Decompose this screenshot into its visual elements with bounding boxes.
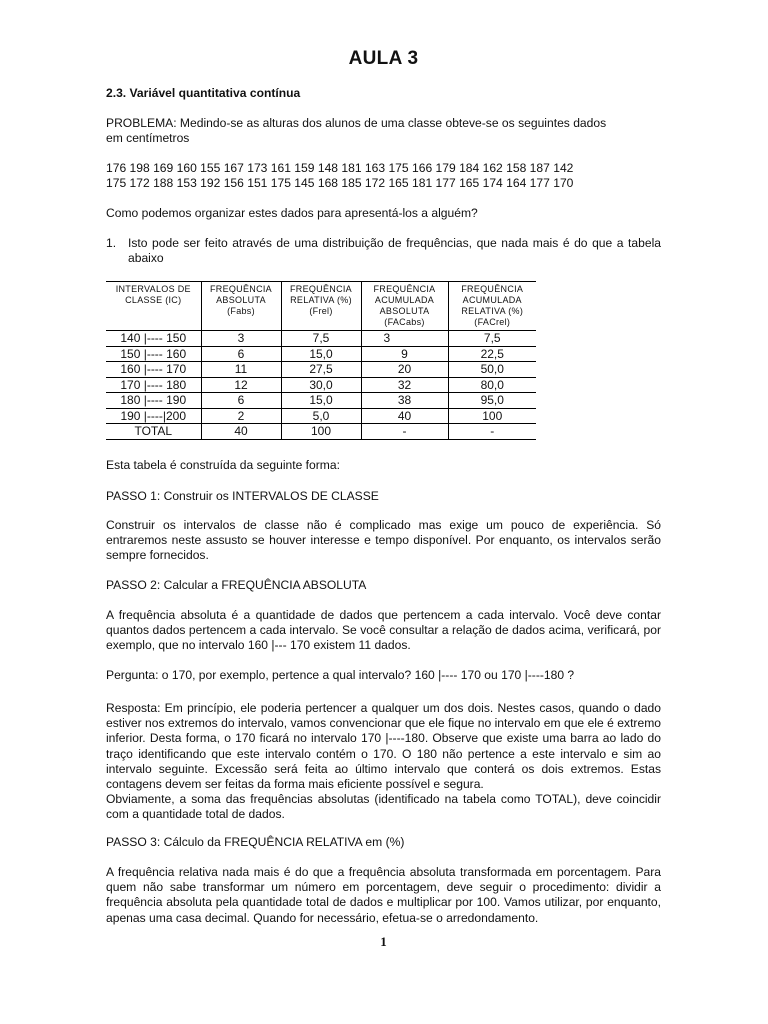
table-cell: 140 |---- 150: [106, 331, 201, 347]
table-cell: 32: [361, 377, 448, 393]
table-cell: 180 |---- 190: [106, 393, 201, 409]
column-header: FREQUÊNCIA ACUMULADA RELATIVA (%) (FACrel): [448, 282, 536, 331]
table-row: [106, 393, 536, 409]
problem-statement: [106, 116, 661, 146]
page-title: AULA 3: [348, 48, 419, 69]
table-row: [106, 346, 536, 362]
table-cell: 160 |---- 170: [106, 362, 201, 378]
table-cell: 3: [201, 331, 281, 347]
column-header: FREQUÊNCIA ABSOLUTA (Fabs): [201, 282, 281, 331]
table-cell: 7,5: [281, 331, 361, 347]
table-row: [106, 408, 536, 424]
column-header: FREQUÊNCIA ACUMULADA ABSOLUTA (FACabs): [361, 282, 448, 331]
obviamente: Obviamente, a soma das frequências absolutas (identificado na tabela como TOTAL), deve coincidir com a quantidade total de dados.: [106, 792, 661, 822]
resposta: Resposta: Em princípio, ele poderia pertencer a qualquer um dos dois. Nestes casos, quando o dado estiver nos extremos do intervalo, vamos convencionar que ele fique no intervalo em que ele é extremo inferior. Desta forma, o 170 ficará no intervalo 170 |----180. Observe que existe uma barra ao lado do traço identificando que este intervalo contém o 170. O 180 não pertence a este intervalo e sim ao intervalo seguinte. Excessão será feita ao último intervalo que conterá os dois extremos. Estas contagens devem ser feitas da forma mais eficiente possível e segura.: [106, 701, 661, 792]
table-header-row: [106, 282, 536, 331]
table-intro: Esta tabela é construída da seguinte forma:: [106, 458, 340, 472]
passo2-text: A frequência absoluta é a quantidade de dados que pertencem a cada intervalo. Você deve contar quantos dados pertencem a cada intervalo. Se você consultar a relação de dados acima, verificará, por exemplo, que no intervalo 160 |--- 170 existem 11 dados.: [106, 608, 661, 653]
table-row: [106, 331, 536, 347]
table-cell: 95,0: [448, 393, 536, 409]
table-cell: 5,0: [281, 408, 361, 424]
table-cell: 9: [361, 346, 448, 362]
passo3-text: A frequência relativa nada mais é do que a frequência absoluta transformada em porcentagem. Para quem não sabe transformar um número em porcentagem, deve seguir o procedimento: dividir a frequência absoluta pela quantidade total de dados e multiplicar por 100. Vamos utilizar, por enquanto, apenas uma casa decimal. Quando for necessário, efetua-se o arredondamento.: [106, 865, 661, 925]
table-cell: 6: [201, 346, 281, 362]
table-row: [106, 362, 536, 378]
table-cell: 170 |---- 180: [106, 377, 201, 393]
passo2-heading: PASSO 2: Calcular a FREQUÊNCIA ABSOLUTA: [106, 578, 367, 592]
table-cell: 22,5: [448, 346, 536, 362]
table-cell: 150 |---- 160: [106, 346, 201, 362]
table-cell: 6: [201, 393, 281, 409]
table-cell: 80,0: [448, 377, 536, 393]
section-heading: 2.3. Variável quantitativa contínua: [106, 86, 301, 100]
table-cell: 27,5: [281, 362, 361, 378]
table-cell: 11: [201, 362, 281, 378]
list-item-text: Isto pode ser feito através de uma distribuição de frequências, que nada mais é do que a tabela abaixo: [128, 236, 661, 266]
table-cell: 190 |----|200: [106, 408, 201, 424]
table-cell: 20: [361, 362, 448, 378]
table-cell: 100: [281, 424, 361, 440]
question: Como podemos organizar estes dados para apresentá-los a alguém?: [106, 206, 478, 220]
table-cell: 15,0: [281, 393, 361, 409]
table-cell: -: [448, 424, 536, 440]
passo1-heading: PASSO 1: Construir os INTERVALOS DE CLASSE: [106, 489, 379, 503]
pergunta: Pergunta: o 170, por exemplo, pertence a qual intervalo? 160 |---- 170 ou 170 |----180 ?: [106, 668, 575, 682]
table-cell: 38: [361, 393, 448, 409]
table-total-row: [106, 424, 536, 440]
data-values: [106, 161, 661, 191]
table-cell: 30,0: [281, 377, 361, 393]
problem-line: em centímetros: [106, 131, 190, 146]
passo3-heading: PASSO 3: Cálculo da FREQUÊNCIA RELATIVA em (%): [106, 835, 405, 849]
column-header: FREQUÊNCIA RELATIVA (%) (Frel): [281, 282, 361, 331]
table-cell: 40: [361, 408, 448, 424]
data-line: 175 172 188 153 192 156 151 175 145 168 185 172 165 181 177 165 174 164 177 170: [106, 176, 574, 191]
table-cell: -: [361, 424, 448, 440]
list-item-number: 1.: [106, 236, 117, 250]
table-cell: 40: [201, 424, 281, 440]
table-cell: 2: [201, 408, 281, 424]
page-number: 1: [380, 934, 387, 949]
table-cell: 7,5: [448, 331, 536, 347]
table-cell: 100: [448, 408, 536, 424]
table-cell: 3: [361, 331, 448, 347]
list-item: [106, 236, 661, 266]
table-cell: 50,0: [448, 362, 536, 378]
table-row: [106, 377, 536, 393]
table-cell: 12: [201, 377, 281, 393]
passo1-text: Construir os intervalos de classe não é complicado mas exige um pouco de experiência. Só entraremos neste assusto se houver interesse e tempo disponível. Por enquanto, os intervalos serão sempre fornecidos.: [106, 518, 661, 563]
problem-line: PROBLEMA: Medindo-se as alturas dos alunos de uma classe obteve-se os seguintes dados: [106, 116, 607, 130]
data-line: 176 198 169 160 155 167 173 161 159 148 181 163 175 166 179 184 162 158 187 142: [106, 161, 574, 175]
column-header: INTERVALOS DE CLASSE (IC): [106, 282, 201, 331]
frequency-table: [106, 281, 536, 440]
table-cell: 15,0: [281, 346, 361, 362]
table-cell: TOTAL: [106, 424, 201, 440]
